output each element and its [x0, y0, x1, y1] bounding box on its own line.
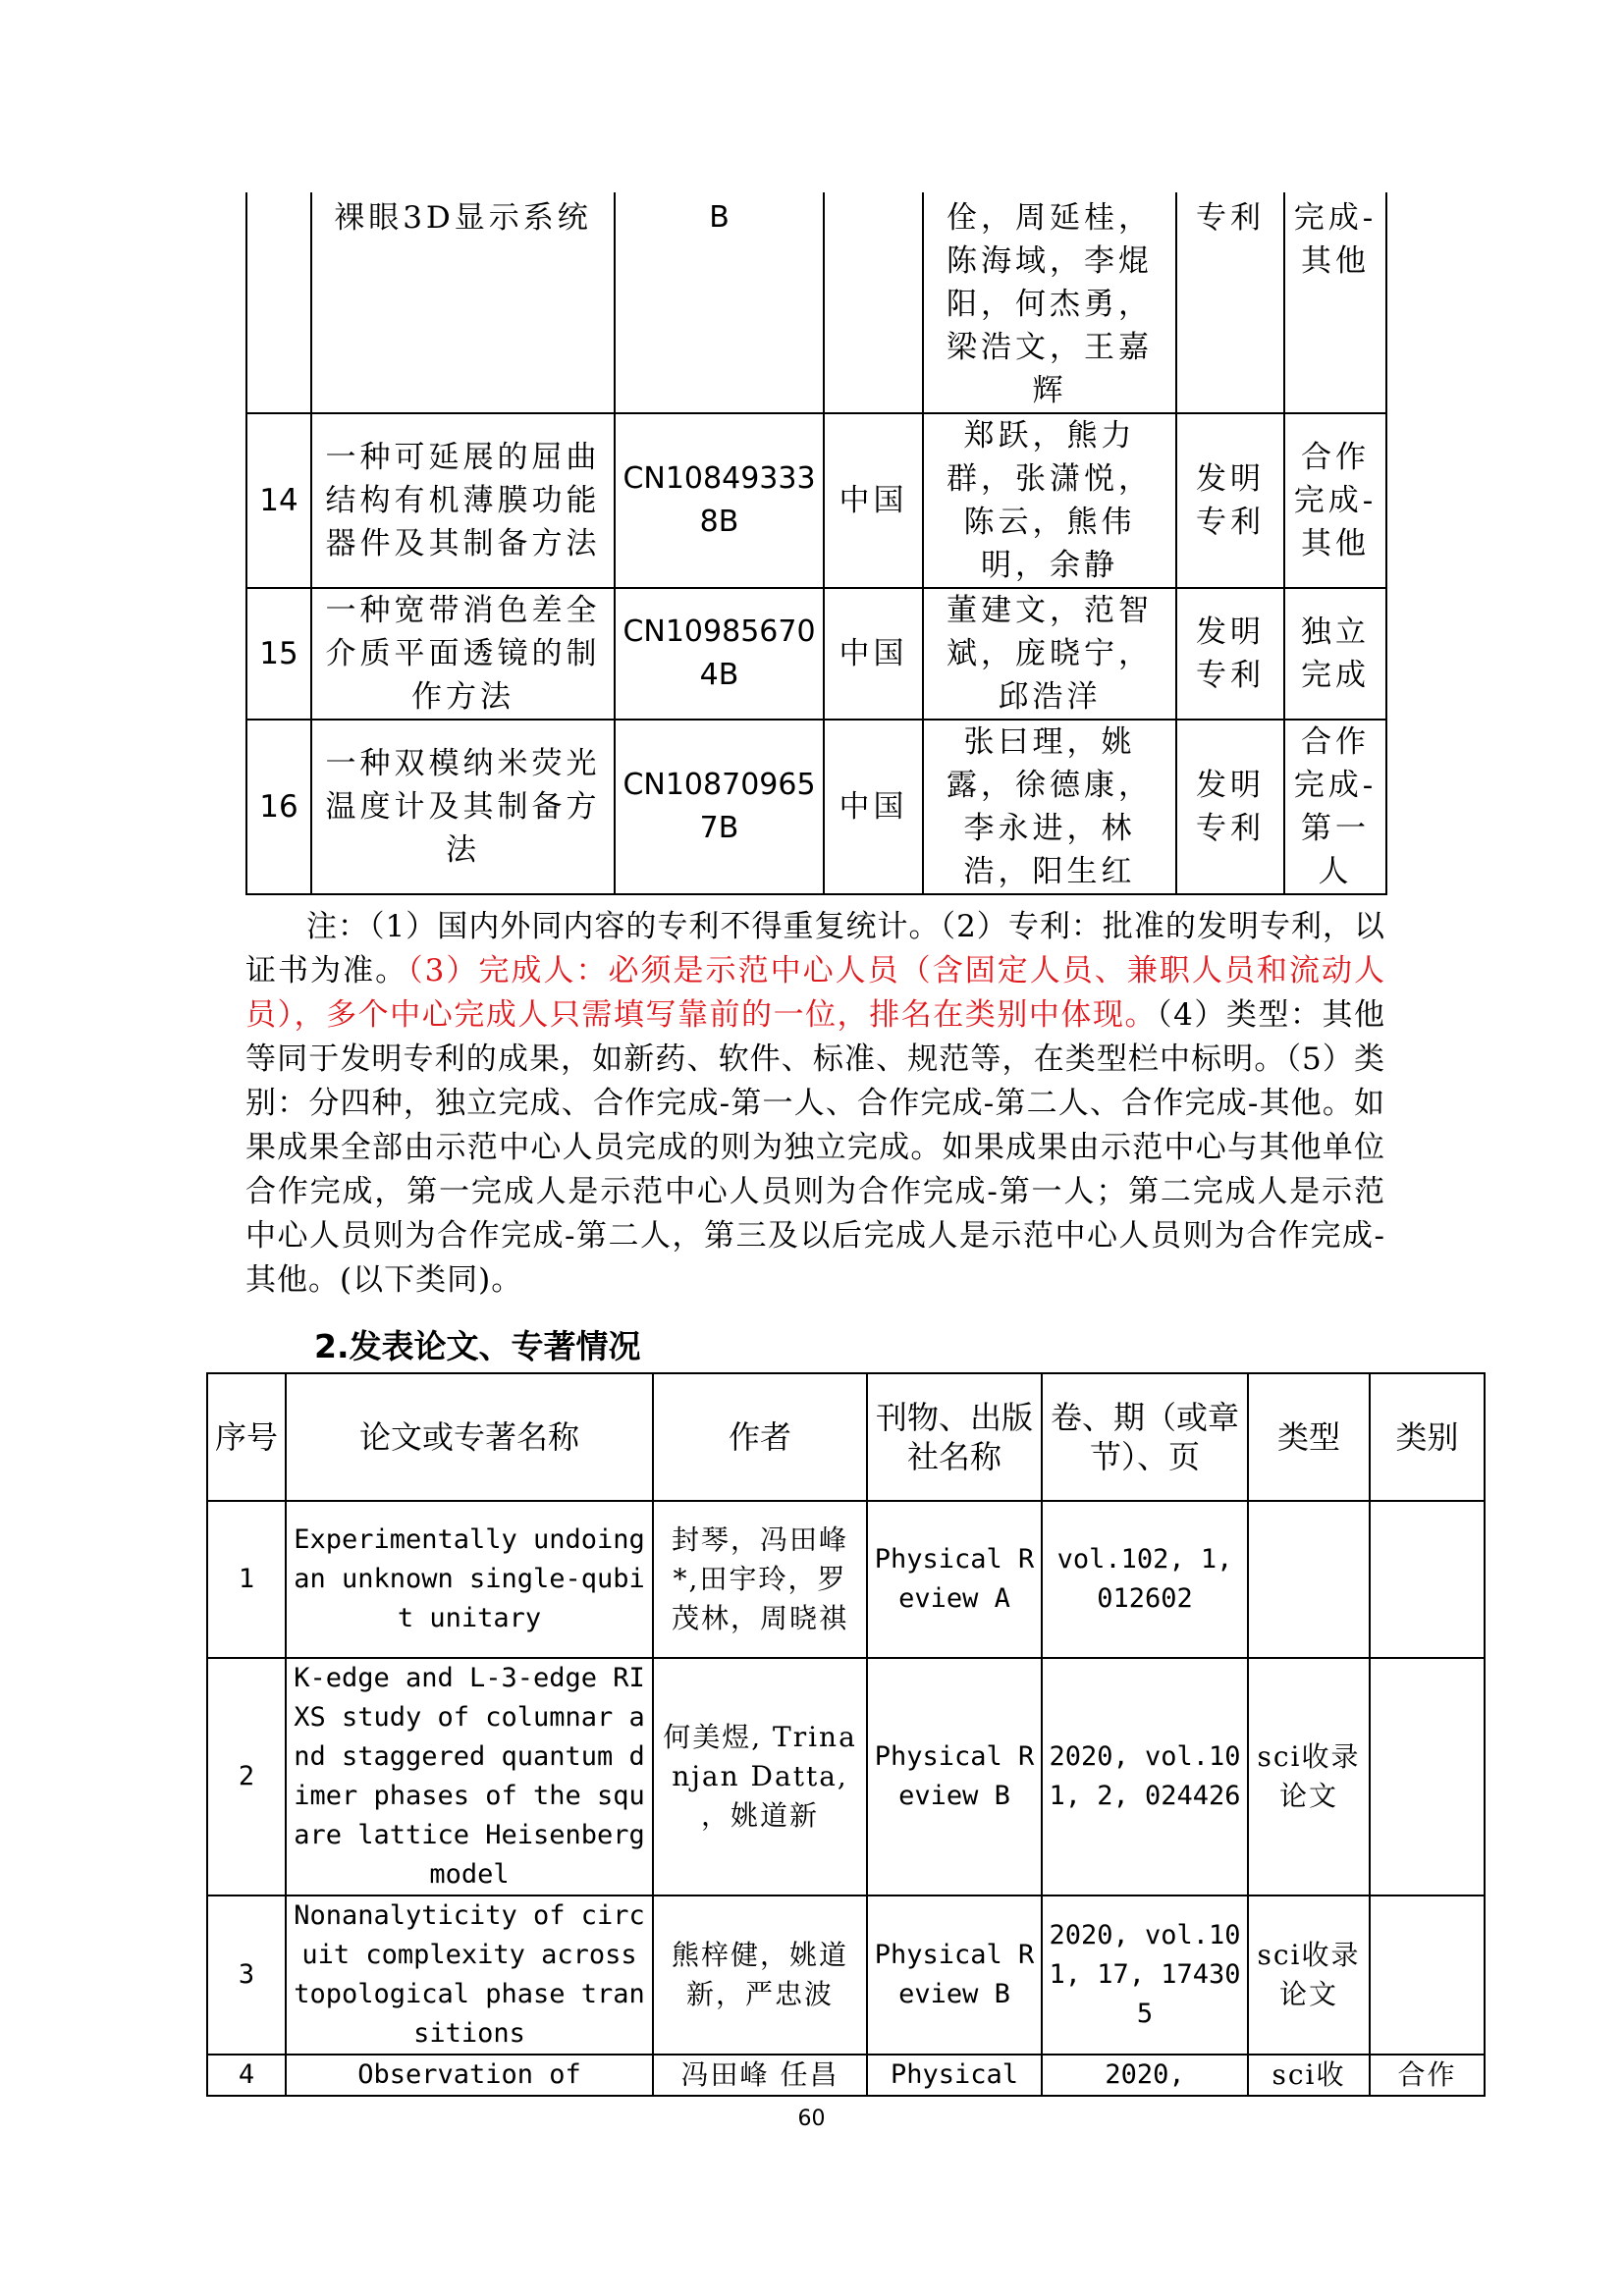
patent-country: 中国 — [824, 588, 923, 720]
paper-type: sci收录论文 — [1248, 1658, 1370, 1896]
paper-title: Observation of — [286, 2055, 653, 2096]
table-row — [246, 720, 1386, 894]
paper-volume: 2020, vol.101, 2, 024426 — [1042, 1658, 1248, 1896]
patent-inventors: 佺，周延桂，陈海域，李焜阳，何杰勇，梁浩文，王嘉辉 — [923, 192, 1176, 413]
paper-journal: Physical — [867, 2055, 1042, 2096]
table-row — [207, 2055, 1485, 2096]
patent-type: 专利 — [1176, 192, 1284, 413]
paper-title: K-edge and L-3-edge RIXS study of columnar and staggered quantum dimer phases of the square lattice Heisenberg model — [286, 1658, 653, 1896]
paper-category: 合作 — [1370, 2055, 1485, 2096]
paper-authors: 熊梓健，姚道新，严忠波 — [653, 1896, 867, 2055]
column-header-category: 类别 — [1370, 1373, 1485, 1501]
column-header-title: 论文或专著名称 — [286, 1373, 653, 1501]
patent-category: 独立完成 — [1284, 588, 1386, 720]
patent-name: 一种可延展的屈曲结构有机薄膜功能器件及其制备方法 — [311, 413, 615, 588]
patent-name: 一种宽带消色差全介质平面透镜的制作方法 — [311, 588, 615, 720]
note-paragraph — [245, 905, 1385, 1303]
paper-volume: vol.102, 1, 012602 — [1042, 1501, 1248, 1658]
table-row — [207, 1896, 1485, 2055]
patent-country: 中国 — [824, 720, 923, 894]
table-row — [246, 588, 1386, 720]
paper-type — [1248, 1501, 1370, 1658]
paper-category — [1370, 1896, 1485, 2055]
patent-inventors: 董建文，范智斌，庞晓宁，邱浩洋 — [923, 588, 1176, 720]
paper-journal: Physical Review B — [867, 1896, 1042, 2055]
paper-title: Experimentally undoing an unknown single-qubit unitary — [286, 1501, 653, 1658]
paper-type: sci收录论文 — [1248, 1896, 1370, 2055]
column-header-volume: 卷、期（或章节）、页 — [1042, 1373, 1248, 1501]
table-header-row — [207, 1373, 1485, 1501]
patent-category: 合作完成-第一人 — [1284, 720, 1386, 894]
patent-inventors: 郑跃，熊力群，张潇悦，陈云，熊伟明，余静 — [923, 413, 1176, 588]
column-header-authors: 作者 — [653, 1373, 867, 1501]
patent-number: CN108709657B — [615, 720, 824, 894]
paper-type: sci收 — [1248, 2055, 1370, 2096]
row-number: 4 — [207, 2055, 286, 2096]
note-text: 注：（1）国内外同内容的专利不得重复统计。（2）专利：批准的发明专利，以证书为准。 — [245, 909, 1385, 988]
table-row — [246, 413, 1386, 588]
row-number: 1 — [207, 1501, 286, 1658]
table-row — [246, 192, 1386, 413]
paper-category — [1370, 1501, 1485, 1658]
row-number: 16 — [246, 720, 311, 894]
note-text: （4）类型：其他等同于发明专利的成果，如新药、软件、标准、规范等，在类型栏中标明。（5）类别：分四种，独立完成、合作完成-第一人、合作完成-第二人、合作完成-其他。如果成果全部由示范中心人员完成的则为独立完成。如果成果由示范中心与其他单位合作完成，第一完成人是示范中心人员则为合作完成-第一人；第二完成人是示范中心人员则为合作完成-第二人，第三及以后完成人是示范中心人员则为合作完成-其他。(以下类同)。 — [245, 997, 1385, 1298]
patent-country: 中国 — [824, 413, 923, 588]
section-heading: 2.发表论文、专著情况 — [314, 1327, 641, 1365]
column-header-type: 类型 — [1248, 1373, 1370, 1501]
row-number — [246, 192, 311, 413]
row-number: 14 — [246, 413, 311, 588]
column-header-no: 序号 — [207, 1373, 286, 1501]
paper-journal: Physical Review A — [867, 1501, 1042, 1658]
paper-authors: 冯田峰 任昌 — [653, 2055, 867, 2096]
column-header-journal: 刊物、出版社名称 — [867, 1373, 1042, 1501]
table-row — [207, 1501, 1485, 1658]
paper-authors: 何美煜, Trinanjan Datta, ，姚道新 — [653, 1658, 867, 1896]
patent-table — [245, 192, 1387, 895]
paper-table — [206, 1372, 1486, 2097]
patent-country — [824, 192, 923, 413]
page-number: 60 — [797, 2107, 826, 2131]
patent-type: 发明专利 — [1176, 588, 1284, 720]
patent-category: 合作完成-其他 — [1284, 413, 1386, 588]
paper-journal: Physical Review B — [867, 1658, 1042, 1896]
paper-authors: 封琴，冯田峰*,田宇玲，罗茂林，周晓祺 — [653, 1501, 867, 1658]
table-row — [207, 1658, 1485, 1896]
paper-category — [1370, 1658, 1485, 1896]
patent-name: 一种双模纳米荧光温度计及其制备方法 — [311, 720, 615, 894]
patent-number: CN108493338B — [615, 413, 824, 588]
row-number: 3 — [207, 1896, 286, 2055]
paper-volume: 2020, — [1042, 2055, 1248, 2096]
row-number: 2 — [207, 1658, 286, 1896]
patent-number: CN109856704B — [615, 588, 824, 720]
paper-volume: 2020, vol.101, 17, 174305 — [1042, 1896, 1248, 2055]
patent-number: B — [615, 192, 824, 413]
note-highlight: （3）完成人：必须是示范中心人员（含固定人员、兼职人员和流动人员），多个中心完成人只需填写靠前的一位，排名在类别中体现。 — [245, 953, 1385, 1033]
paper-title: Nonanalyticity of circuit complexity across topological phase transitions — [286, 1896, 653, 2055]
patent-category: 完成-其他 — [1284, 192, 1386, 413]
patent-type: 发明专利 — [1176, 413, 1284, 588]
row-number: 15 — [246, 588, 311, 720]
patent-inventors: 张曰理，姚露，徐德康，李永进，林浩，阳生红 — [923, 720, 1176, 894]
patent-type: 发明专利 — [1176, 720, 1284, 894]
patent-name: 裸眼3D显示系统 — [311, 192, 615, 413]
